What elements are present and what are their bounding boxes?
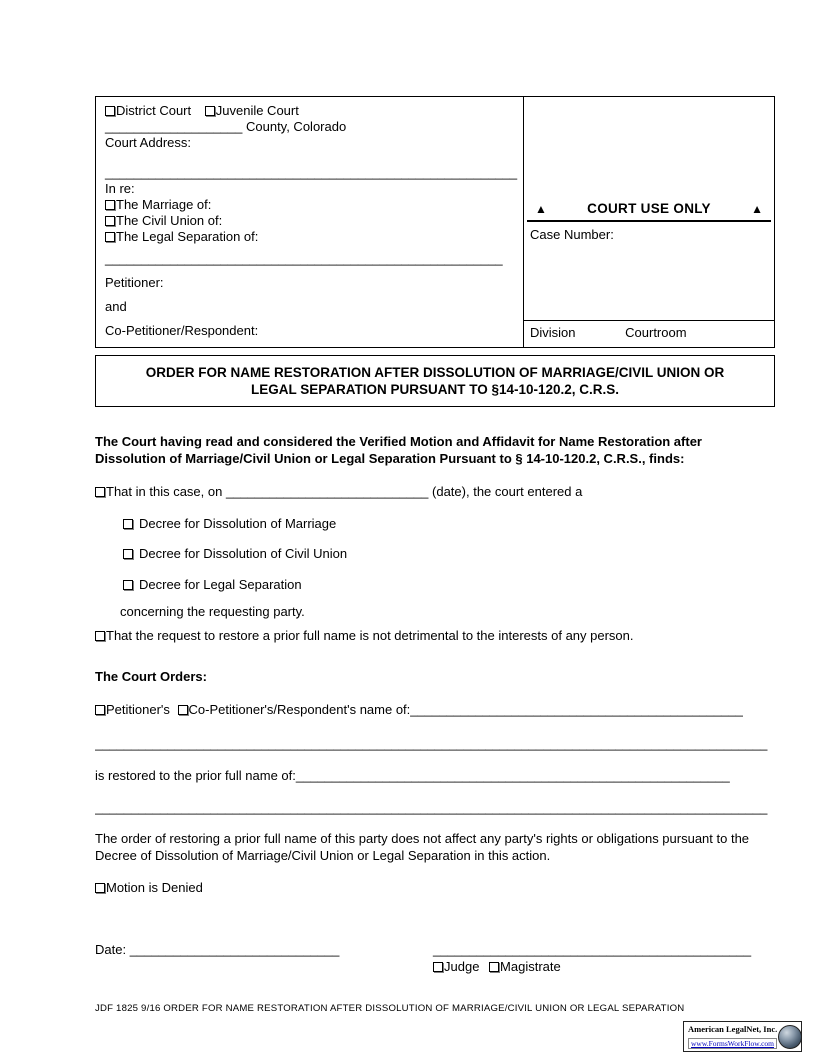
decree-civil-union-row bbox=[123, 546, 775, 562]
court-address-input[interactable]: _________________________________________________________ bbox=[105, 165, 518, 180]
form-content bbox=[95, 96, 775, 975]
current-name-input[interactable]: ______________________________________________ bbox=[410, 702, 743, 717]
decree-marriage-label: Decree for Dissolution of Marriage bbox=[139, 516, 337, 531]
co-petitioner-label: Co-Petitioner/Respondent: bbox=[105, 323, 259, 338]
county-row bbox=[105, 119, 514, 135]
court-use-only-column bbox=[523, 97, 774, 347]
decree-legal-separation-row bbox=[123, 577, 775, 593]
co-petitioners-checkbox[interactable] bbox=[178, 705, 188, 715]
petitioners-checkbox[interactable] bbox=[95, 705, 105, 715]
decree-date-input[interactable]: ____________________________ bbox=[225, 484, 429, 499]
marriage-row bbox=[105, 197, 514, 213]
judge-signature-group bbox=[433, 942, 755, 975]
legalnet-name: American LegalNet, Inc. bbox=[688, 1023, 778, 1034]
co-petitioners-label: Co-Petitioner's/Respondent's name of: bbox=[188, 702, 411, 717]
court-use-only-label: COURT USE ONLY bbox=[587, 201, 711, 216]
district-court-checkbox[interactable] bbox=[105, 106, 115, 116]
judge-label: Judge bbox=[444, 959, 480, 974]
court-use-only-header bbox=[527, 201, 771, 222]
finding-1-pre: That in this case, on bbox=[106, 484, 226, 499]
division-courtroom-row bbox=[524, 320, 774, 347]
form-title: ORDER FOR NAME RESTORATION AFTER DISSOLUTION OF MARRIAGE/CIVIL UNION OR LEGAL SEPARATION PURSUANT TO §14-10-120.2, C.R.S. bbox=[95, 355, 775, 407]
court-use-spacer bbox=[524, 97, 774, 201]
finding-1-post: (date), the court entered a bbox=[428, 484, 583, 499]
courtroom-label: Courtroom bbox=[625, 325, 687, 340]
decree-marriage-row bbox=[123, 516, 775, 532]
decree-civil-union-checkbox[interactable] bbox=[123, 549, 133, 559]
decree-legal-separation-checkbox[interactable] bbox=[123, 580, 133, 590]
date-input[interactable]: _____________________________ bbox=[129, 942, 340, 957]
intro-paragraph: The Court having read and considered the Verified Motion and Affidavit for Name Restoration after Dissolution of Marriage/Civil Union or Legal Separation Pursuant to § 14-10-120.2, C.R.S., finds: bbox=[95, 434, 702, 466]
juvenile-court-checkbox[interactable] bbox=[205, 106, 215, 116]
finding-1-checkbox[interactable] bbox=[95, 487, 105, 497]
finding-2-label: That the request to restore a prior full name is not detrimental to the interests of any person. bbox=[106, 628, 634, 643]
legal-separation-row bbox=[105, 229, 514, 245]
in-re-label: In re: bbox=[105, 181, 135, 196]
county-suffix-label: County, Colorado bbox=[242, 119, 347, 134]
no-affect-paragraph: The order of restoring a prior full name of this party does not affect any party's rights or obligations pursuant to the Decree of Dissolution of Marriage/Civil Union or Legal Separation in this action. bbox=[95, 831, 750, 863]
form-id-footer: JDF 1825 9/16 ORDER FOR NAME RESTORATION AFTER DISSOLUTION OF MARRIAGE/CIVIL UNION OR LEGAL SEPARATION bbox=[95, 1003, 685, 1014]
restored-name-continued-input[interactable]: _____________________________________________________________________________________________ bbox=[95, 800, 768, 815]
restored-name-row bbox=[95, 768, 775, 784]
decree-civil-union-label: Decree for Dissolution of Civil Union bbox=[139, 546, 348, 561]
decree-marriage-checkbox[interactable] bbox=[123, 519, 133, 529]
caption-left-column bbox=[96, 97, 523, 347]
district-court-label: District Court bbox=[116, 103, 192, 118]
party-name-input[interactable]: _______________________________________________________ bbox=[105, 251, 503, 266]
finding-2-row bbox=[95, 628, 775, 644]
motion-denied-checkbox[interactable] bbox=[95, 883, 105, 893]
finding-2-checkbox[interactable] bbox=[95, 631, 105, 641]
county-input[interactable]: ___________________ bbox=[105, 119, 243, 134]
court-address-label: Court Address: bbox=[105, 135, 191, 150]
juvenile-court-label: Juvenile Court bbox=[215, 103, 299, 118]
motion-denied-row bbox=[95, 880, 775, 896]
concerning-text: concerning the requesting party. bbox=[120, 604, 305, 619]
signature-input[interactable]: ____________________________________________ bbox=[433, 942, 752, 957]
triangle-right-icon: ▲ bbox=[751, 201, 763, 216]
civil-union-row bbox=[105, 213, 514, 229]
date-group bbox=[95, 942, 339, 957]
date-label: Date: bbox=[95, 942, 130, 957]
legalnet-badge bbox=[683, 1021, 802, 1052]
civil-union-label: The Civil Union of: bbox=[116, 213, 223, 228]
marriage-label: The Marriage of: bbox=[116, 197, 212, 212]
petitioner-label: Petitioner: bbox=[105, 275, 164, 290]
petitioners-label: Petitioner's bbox=[106, 702, 170, 717]
magistrate-label: Magistrate bbox=[500, 959, 561, 974]
caption-table bbox=[95, 96, 775, 348]
triangle-left-icon: ▲ bbox=[535, 201, 547, 216]
legalnet-link[interactable]: www.FormsWorkFlow.com bbox=[688, 1038, 777, 1049]
court-orders-heading: The Court Orders: bbox=[95, 669, 207, 684]
restored-name-input[interactable]: ____________________________________________________________ bbox=[295, 768, 730, 783]
party-name-row bbox=[105, 251, 514, 267]
globe-icon bbox=[778, 1025, 802, 1049]
decree-legal-separation-label: Decree for Legal Separation bbox=[139, 577, 302, 592]
marriage-checkbox[interactable] bbox=[105, 200, 115, 210]
case-number-label: Case Number: bbox=[530, 227, 614, 242]
judge-checkbox[interactable] bbox=[433, 962, 443, 972]
signature-row bbox=[95, 942, 775, 975]
current-name-continued-input[interactable]: _____________________________________________________________________________________________ bbox=[95, 736, 768, 751]
restored-pre-label: is restored to the prior full name of: bbox=[95, 768, 296, 783]
finding-1-row bbox=[95, 484, 775, 500]
court-type-row bbox=[105, 103, 514, 119]
magistrate-checkbox[interactable] bbox=[489, 962, 499, 972]
case-number-space bbox=[524, 248, 774, 320]
legalnet-text-block bbox=[688, 1024, 777, 1050]
division-label: Division bbox=[530, 325, 576, 340]
civil-union-checkbox[interactable] bbox=[105, 216, 115, 226]
legal-separation-checkbox[interactable] bbox=[105, 232, 115, 242]
name-of-row bbox=[95, 702, 775, 718]
judge-magistrate-row bbox=[433, 959, 755, 975]
court-address-row bbox=[105, 165, 518, 181]
and-label: and bbox=[105, 299, 127, 314]
motion-denied-label: Motion is Denied bbox=[106, 880, 203, 895]
legal-separation-label: The Legal Separation of: bbox=[116, 229, 259, 244]
